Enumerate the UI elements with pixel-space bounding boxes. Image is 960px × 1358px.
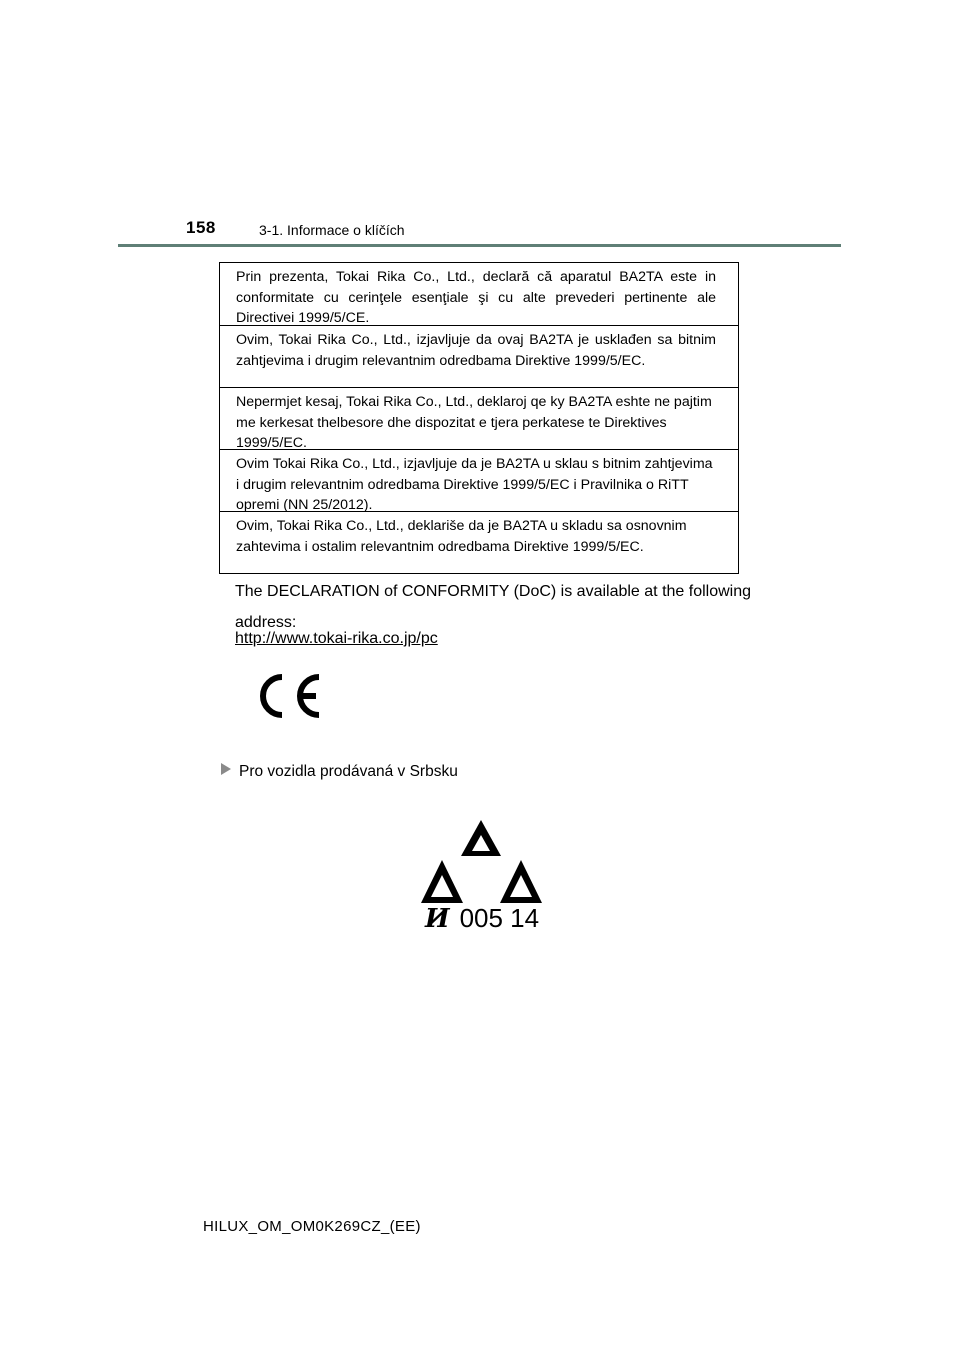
- footer-document-id: HILUX_OM_OM0K269CZ_(EE): [203, 1218, 421, 1235]
- declaration-albanian: Nepermjet kesaj, Tokai Rika Co., Ltd., deklaroj qe ky BA2TA eshte ne pajtim me kerkesat thelbesore dhe dispozitat e tjera perkatese te Direktives 1999/5/EC.: [220, 387, 738, 449]
- serbian-mark-code: [425, 903, 539, 934]
- serbia-bullet: [221, 763, 458, 781]
- declaration-bosnian: Ovim, Tokai Rika Co., Ltd., izjavljuje da ovaj BA2TA je usklađen sa bitnim zahtjevima i drugim relevantnim odredbama Direktive 1999/5/EC.: [220, 325, 738, 387]
- declaration-croatian: Ovim Tokai Rika Co., Ltd., izjavljuje da je BA2TA u sklau s bitnim zahtjevima i drugim relevantnim odredbama Direktive 1999/5/EC i Pravilnika o RiTT opremi (NN 25/2012).: [220, 449, 738, 511]
- serbian-mark-letter: И: [425, 904, 450, 934]
- serbian-mark-number: 005 14: [459, 903, 540, 933]
- ce-mark-icon: [254, 671, 324, 721]
- serbia-bullet-text: Pro vozidla prodávaná v Srbsku: [239, 763, 458, 780]
- declaration-serbian: Ovim, Tokai Rika Co., Ltd., deklariše da je BA2TA u skladu sa osnovnim zahtevima i ostalim relevantnim odredbama Direktive 1999/5/EC.: [220, 511, 738, 573]
- section-title: 3-1. Informace o klíčích: [259, 222, 405, 238]
- page-number: 158: [186, 218, 216, 237]
- doc-availability-text: The DECLARATION of CONFORMITY (DoC) is available at the following address:: [235, 583, 752, 631]
- declaration-table: [219, 262, 739, 574]
- declaration-romanian: Prin prezenta, Tokai Rika Co., Ltd., declară că aparatul BA2TA este in conformitate cu cerinţele esenţiale şi cu alte prevederi pertinente ale Directivei 1999/5/CE.: [236, 269, 716, 326]
- header-rule: [118, 244, 841, 247]
- doc-url-link[interactable]: http://www.tokai-rika.co.jp/pc: [235, 630, 438, 647]
- triangle-right-icon: [221, 763, 231, 775]
- serbian-conformity-triangles-icon: [420, 820, 544, 906]
